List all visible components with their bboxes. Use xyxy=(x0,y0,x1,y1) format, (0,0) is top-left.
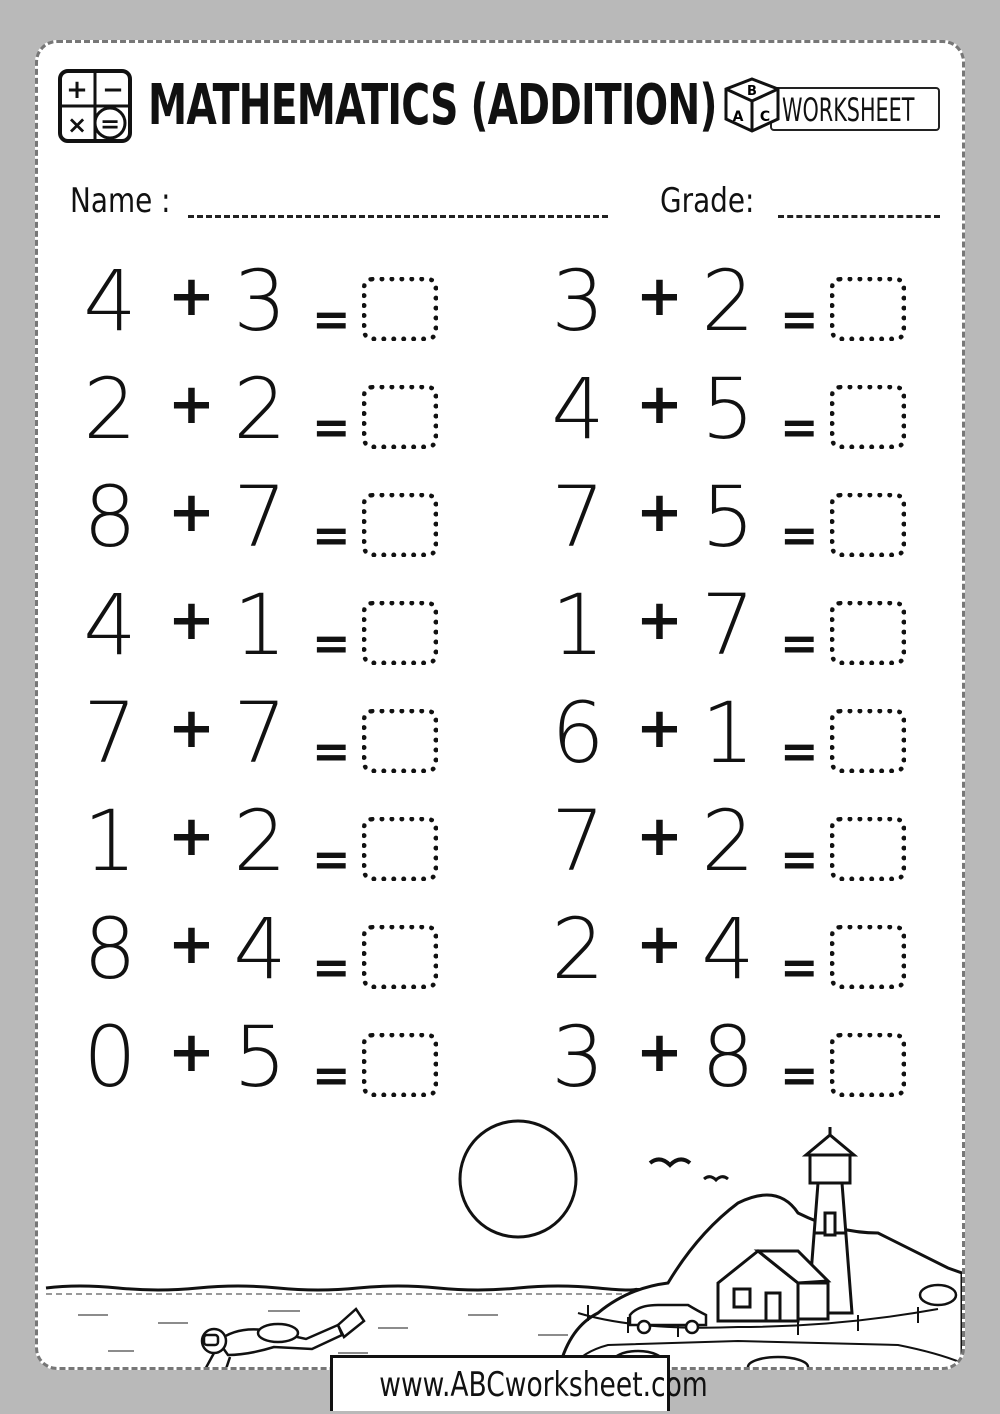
plus-sign: + xyxy=(636,696,683,761)
equals-sign: = xyxy=(312,400,351,454)
plus-sign: + xyxy=(636,804,683,869)
plus-sign: + xyxy=(168,696,215,761)
plus-sign: + xyxy=(636,588,683,653)
grade-field[interactable] xyxy=(778,215,940,218)
calc-symbol-plus: + xyxy=(66,75,88,105)
plus-sign: + xyxy=(168,372,215,437)
second-addend: 7 xyxy=(233,468,287,566)
horizon-line xyxy=(46,1286,638,1290)
addition-problem xyxy=(548,899,948,999)
addition-problem xyxy=(548,575,948,675)
abc-blocks-icon xyxy=(718,75,788,137)
sun xyxy=(460,1121,576,1237)
first-addend: 0 xyxy=(83,1008,137,1106)
name-field[interactable] xyxy=(188,215,608,218)
first-addend: 2 xyxy=(551,900,605,998)
plus-sign: + xyxy=(168,588,215,653)
equals-sign: = xyxy=(780,832,819,886)
plus-sign: + xyxy=(168,264,215,329)
answer-box[interactable] xyxy=(362,709,438,773)
addition-problem xyxy=(80,575,480,675)
second-addend: 1 xyxy=(701,684,755,782)
addition-problem xyxy=(548,467,948,567)
plus-sign: + xyxy=(168,804,215,869)
addition-problem xyxy=(80,467,480,567)
second-addend: 7 xyxy=(701,576,755,674)
answer-box[interactable] xyxy=(362,601,438,665)
first-addend: 1 xyxy=(83,792,137,890)
addition-problem xyxy=(80,359,480,459)
addition-problem xyxy=(548,683,948,783)
equals-sign: = xyxy=(312,616,351,670)
grade-label: Grade: xyxy=(660,181,755,221)
equals-sign: = xyxy=(312,1048,351,1102)
answer-box[interactable] xyxy=(830,385,906,449)
plus-sign: + xyxy=(168,480,215,545)
worksheet-title: MATHEMATICS (ADDITION) xyxy=(148,73,717,138)
addition-problem xyxy=(80,251,480,351)
block-letter-c: C xyxy=(759,109,771,125)
second-addend: 4 xyxy=(233,900,287,998)
first-addend: 7 xyxy=(551,792,605,890)
equals-sign: = xyxy=(780,724,819,778)
plus-sign: + xyxy=(168,1020,215,1085)
second-addend: 1 xyxy=(233,576,287,674)
answer-box[interactable] xyxy=(362,277,438,341)
first-addend: 4 xyxy=(551,360,605,458)
answer-box[interactable] xyxy=(362,925,438,989)
equals-sign: = xyxy=(780,508,819,562)
answer-box[interactable] xyxy=(362,385,438,449)
block-letter-a: A xyxy=(732,109,744,125)
plus-sign: + xyxy=(636,912,683,977)
second-addend: 3 xyxy=(233,252,287,350)
equals-sign: = xyxy=(312,292,351,346)
equals-sign: = xyxy=(780,940,819,994)
answer-box[interactable] xyxy=(830,709,906,773)
second-addend: 8 xyxy=(701,1008,755,1106)
plus-sign: + xyxy=(636,1020,683,1085)
first-addend: 1 xyxy=(551,576,605,674)
first-addend: 3 xyxy=(551,252,605,350)
answer-box[interactable] xyxy=(830,493,906,557)
second-addend: 2 xyxy=(701,792,755,890)
equals-sign: = xyxy=(780,292,819,346)
bird xyxy=(704,1177,728,1180)
name-label: Name : xyxy=(70,181,171,221)
plus-sign: + xyxy=(636,372,683,437)
second-addend: 2 xyxy=(233,360,287,458)
plus-sign: + xyxy=(636,264,683,329)
first-addend: 4 xyxy=(83,576,137,674)
second-addend: 2 xyxy=(233,792,287,890)
second-addend: 5 xyxy=(701,468,755,566)
second-addend: 5 xyxy=(233,1008,287,1106)
block-letter-b: B xyxy=(747,84,757,99)
answer-box[interactable] xyxy=(830,601,906,665)
equals-sign: = xyxy=(312,832,351,886)
first-addend: 8 xyxy=(83,468,137,566)
bird xyxy=(650,1159,690,1165)
answer-box[interactable] xyxy=(830,817,906,881)
addition-problem xyxy=(548,359,948,459)
addition-problem xyxy=(548,251,948,351)
second-addend: 5 xyxy=(701,360,755,458)
plus-sign: + xyxy=(168,912,215,977)
footer-url-tab xyxy=(330,1355,708,1411)
first-addend: 7 xyxy=(83,684,137,782)
calc-symbol-times: × xyxy=(66,111,88,139)
equals-sign: = xyxy=(780,400,819,454)
first-addend: 4 xyxy=(83,252,137,350)
answer-box[interactable] xyxy=(362,493,438,557)
calc-symbol-equals: = xyxy=(99,110,121,138)
equals-sign: = xyxy=(780,1048,819,1102)
addition-problem xyxy=(80,899,480,999)
seaside-illustration xyxy=(38,1083,962,1370)
worksheet-header xyxy=(58,65,948,145)
calculator-icon xyxy=(58,69,132,143)
worksheet-badge xyxy=(718,75,948,133)
website-url[interactable]: www.ABCworksheet.com xyxy=(379,1365,708,1405)
addition-problem xyxy=(548,791,948,891)
badge-label: WORKSHEET xyxy=(782,91,915,129)
first-addend: 7 xyxy=(551,468,605,566)
plus-sign: + xyxy=(636,480,683,545)
answer-box[interactable] xyxy=(362,817,438,881)
equals-sign: = xyxy=(312,724,351,778)
second-addend: 4 xyxy=(701,900,755,998)
second-addend: 2 xyxy=(701,252,755,350)
second-addend: 7 xyxy=(233,684,287,782)
first-addend: 8 xyxy=(83,900,137,998)
addition-problem xyxy=(80,791,480,891)
calc-symbol-minus: − xyxy=(102,75,124,105)
first-addend: 3 xyxy=(551,1008,605,1106)
equals-sign: = xyxy=(780,616,819,670)
equals-sign: = xyxy=(312,508,351,562)
equals-sign: = xyxy=(312,940,351,994)
answer-box[interactable] xyxy=(830,925,906,989)
worksheet-page xyxy=(35,40,965,1370)
first-addend: 6 xyxy=(551,684,605,782)
answer-box[interactable] xyxy=(830,277,906,341)
addition-problem xyxy=(80,683,480,783)
first-addend: 2 xyxy=(83,360,137,458)
